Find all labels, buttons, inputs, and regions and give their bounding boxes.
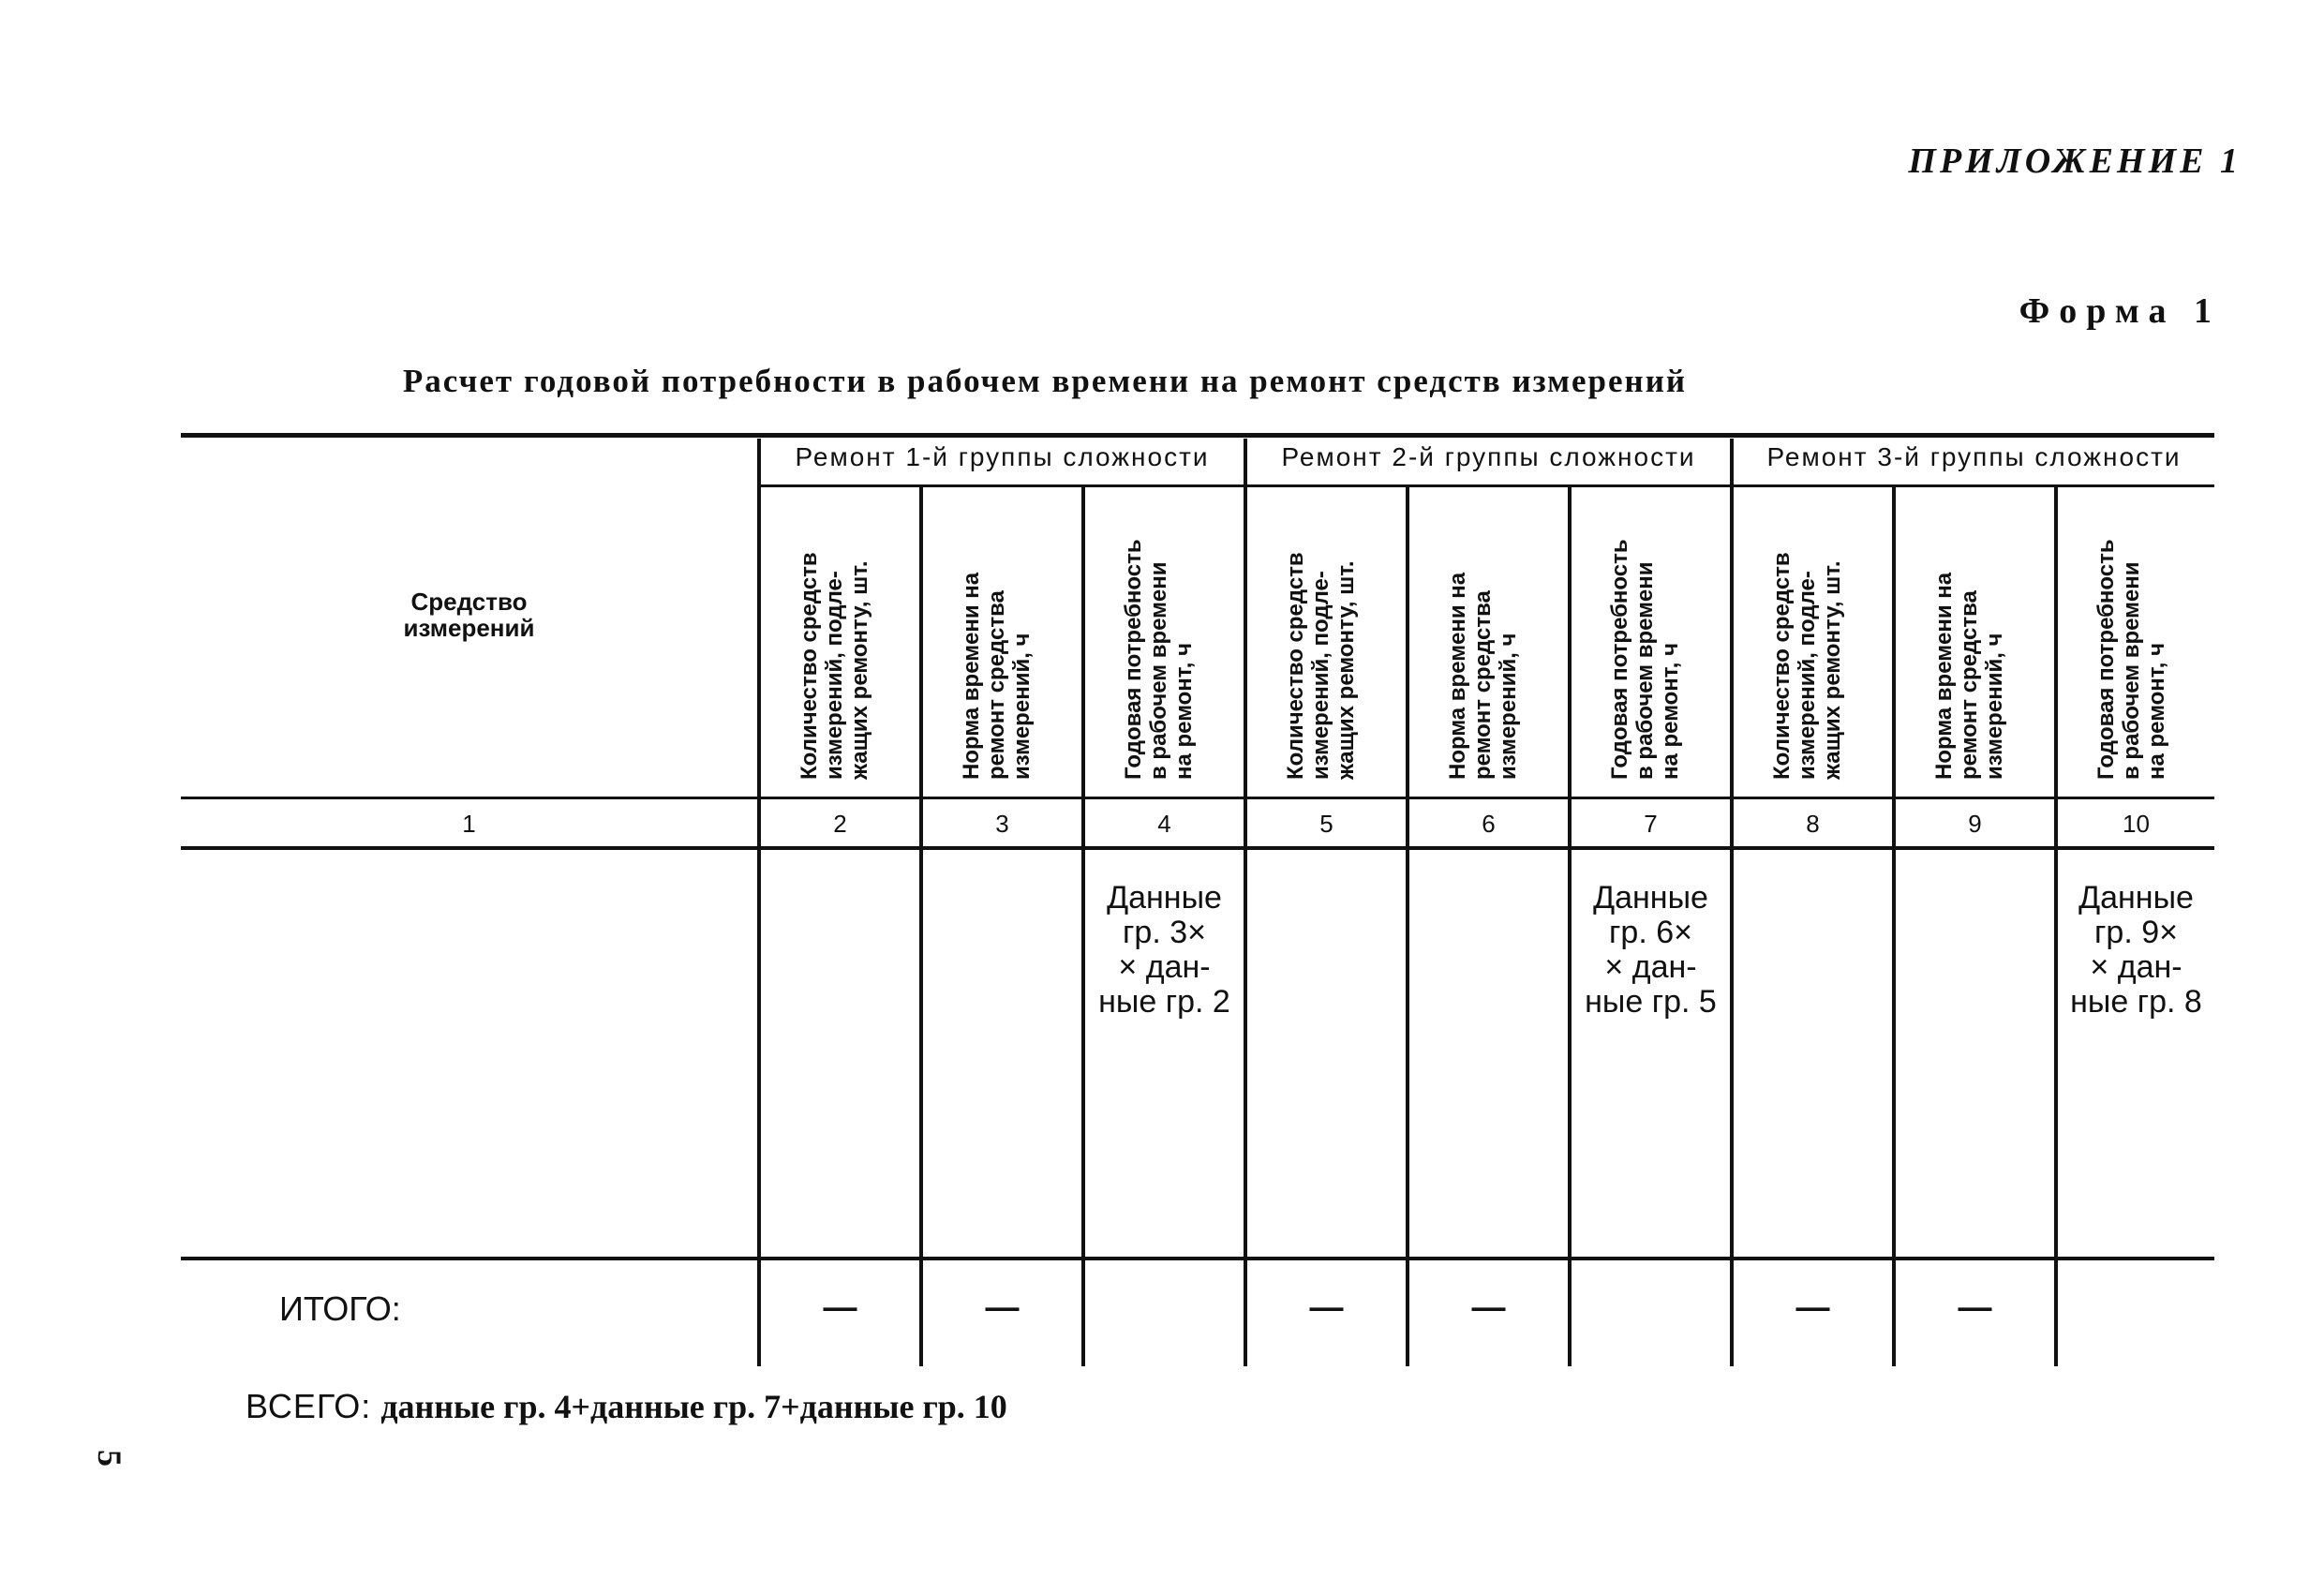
column-number-3: 3 <box>995 810 1009 838</box>
col-divider-2 <box>919 487 923 1366</box>
col-divider-4 <box>1244 439 1247 1366</box>
subheader-4: Годовая потребность в рабочем времени на ремонт, ч <box>1121 539 1197 780</box>
form-label: Форма 1 <box>2019 291 2221 331</box>
itogo-dash-col6: — <box>1471 1288 1506 1326</box>
page-number: 5 <box>91 1450 128 1467</box>
column-number-9: 9 <box>1968 810 1982 838</box>
subheader-9: Норма времени на ремонт средства измерений, ч <box>1931 572 2007 780</box>
group-header-1: Ремонт 1-й группы сложности <box>795 442 1210 471</box>
col-divider-1 <box>757 439 761 1366</box>
formula-col10: Данные гр. 9× × дан- ные гр. 8 <box>2070 880 2202 1020</box>
col1-header: Средство измерений <box>403 588 535 642</box>
group-header-3: Ремонт 3-й группы сложности <box>1766 442 2182 471</box>
subheader-3: Норма времени на ремонт средства измерений, ч <box>959 572 1035 780</box>
column-number-8: 8 <box>1806 810 1820 838</box>
column-number-rule <box>181 846 2214 850</box>
group-header-2: Ремонт 2-й группы сложности <box>1281 442 1696 471</box>
formula-col4: Данные гр. 3× × дан- ные гр. 2 <box>1098 880 1230 1020</box>
subheader-8: Количество средств измерений, подле- жащих ремонту, шт. <box>1769 552 1845 780</box>
total-label: ВСЕГО: <box>246 1387 372 1425</box>
subheader-5: Количество средств измерений, подле- жащих ремонту, шт. <box>1283 552 1359 780</box>
column-number-10: 10 <box>2123 810 2150 838</box>
total-formula-text: данные гр. 4+данные гр. 7+данные гр. 10 <box>380 1388 1007 1425</box>
column-number-5: 5 <box>1319 810 1333 838</box>
itogo-label: ИТОГО: <box>279 1289 401 1328</box>
column-number-4: 4 <box>1157 810 1171 838</box>
total-formula <box>246 1387 1007 1426</box>
subheader-2: Количество средств измерений, подле- жащих ремонту, шт. <box>797 552 872 780</box>
subheader-10: Годовая потребность в рабочем времени на ремонт, ч <box>2093 539 2169 780</box>
header-bottom-rule <box>181 797 2214 799</box>
col-divider-7 <box>1730 439 1734 1366</box>
subheader-7: Годовая потребность в рабочем времени на ремонт, ч <box>1607 539 1683 780</box>
column-number-1: 1 <box>462 810 476 838</box>
appendix-label: ПРИЛОЖЕНИЕ 1 <box>1908 142 2242 181</box>
column-number-6: 6 <box>1482 810 1496 838</box>
itogo-dash-col9: — <box>1958 1288 1992 1326</box>
itogo-dash-col3: — <box>985 1288 1020 1326</box>
formula-col7: Данные гр. 6× × дан- ные гр. 5 <box>1585 880 1717 1020</box>
column-number-2: 2 <box>833 810 847 838</box>
top-rule <box>181 433 2214 438</box>
column-number-7: 7 <box>1644 810 1658 838</box>
body-bottom-rule <box>181 1257 2214 1260</box>
col-divider-8 <box>1892 487 1896 1366</box>
itogo-dash-col2: — <box>823 1288 857 1326</box>
itogo-dash-col5: — <box>1309 1288 1344 1326</box>
itogo-dash-col8: — <box>1795 1288 1830 1326</box>
subheader-6: Норма времени на ремонт средства измерений, ч <box>1445 572 1521 780</box>
table-title: Расчет годовой потребности в рабочем времени на ремонт средств измерений <box>402 363 1688 399</box>
col-divider-5 <box>1406 487 1409 1366</box>
